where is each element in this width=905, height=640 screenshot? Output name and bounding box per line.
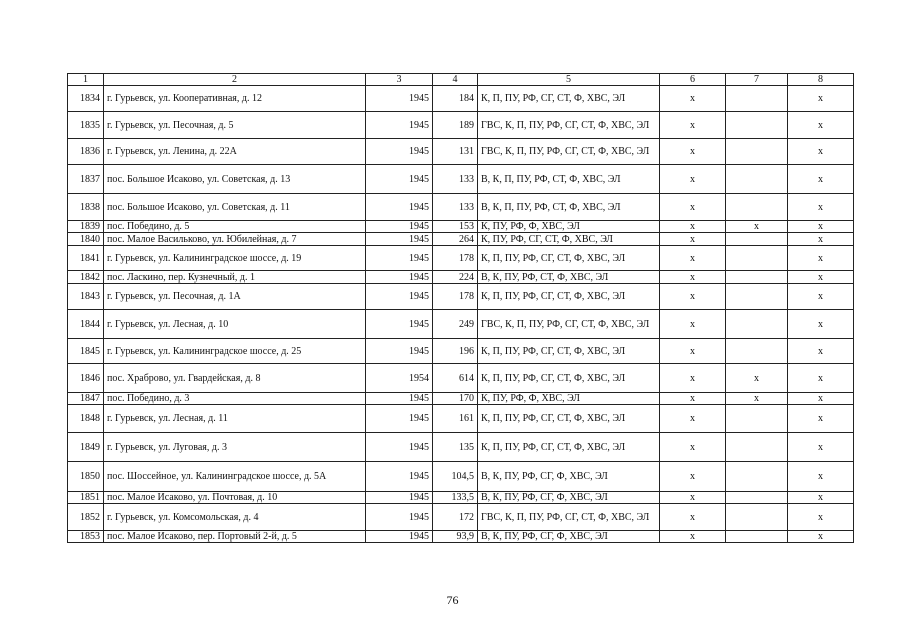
works-list-cell: ГВС, К, П, ПУ, РФ, СГ, СТ, Ф, ХВС, ЭЛ (478, 504, 660, 531)
col8-mark-cell: х (788, 433, 854, 462)
row-number-cell: 1851 (68, 492, 104, 504)
col6-mark-cell: х (660, 112, 726, 139)
row-number-cell: 1842 (68, 271, 104, 284)
col7-mark-cell (726, 271, 788, 284)
table-row (68, 86, 854, 112)
table-row (68, 194, 854, 221)
col6-mark-cell: х (660, 86, 726, 112)
row-number-cell: 1837 (68, 165, 104, 194)
housing-registry-table (67, 73, 854, 543)
column-header: 5 (478, 74, 660, 86)
col6-mark-cell: х (660, 310, 726, 339)
row-number-cell: 1844 (68, 310, 104, 339)
year-cell: 1945 (366, 462, 433, 492)
address-cell: пос. Храброво, ул. Гвардейская, д. 8 (104, 364, 366, 393)
col8-mark-cell: х (788, 504, 854, 531)
col8-mark-cell: х (788, 221, 854, 233)
works-list-cell: К, П, ПУ, РФ, СГ, СТ, Ф, ХВС, ЭЛ (478, 284, 660, 310)
column-header: 4 (433, 74, 478, 86)
year-cell: 1945 (366, 233, 433, 246)
area-cell: 614 (433, 364, 478, 393)
works-list-cell: ГВС, К, П, ПУ, РФ, СГ, СТ, Ф, ХВС, ЭЛ (478, 310, 660, 339)
col8-mark-cell: х (788, 393, 854, 405)
col7-mark-cell (726, 194, 788, 221)
area-cell: 170 (433, 393, 478, 405)
year-cell: 1945 (366, 531, 433, 543)
works-list-cell: ГВС, К, П, ПУ, РФ, СГ, СТ, Ф, ХВС, ЭЛ (478, 139, 660, 165)
table-row (68, 221, 854, 233)
column-header: 3 (366, 74, 433, 86)
year-cell: 1945 (366, 492, 433, 504)
col6-mark-cell: х (660, 531, 726, 543)
row-number-cell: 1841 (68, 246, 104, 271)
col8-mark-cell: х (788, 531, 854, 543)
row-number-cell: 1847 (68, 393, 104, 405)
col6-mark-cell: х (660, 233, 726, 246)
works-list-cell: В, К, ПУ, РФ, СГ, Ф, ХВС, ЭЛ (478, 531, 660, 543)
row-number-cell: 1848 (68, 405, 104, 433)
row-number-cell: 1836 (68, 139, 104, 165)
address-cell: г. Гурьевск, ул. Кооперативная, д. 12 (104, 86, 366, 112)
address-cell: г. Гурьевск, ул. Песочная, д. 1А (104, 284, 366, 310)
address-cell: г. Гурьевск, ул. Песочная, д. 5 (104, 112, 366, 139)
col7-mark-cell: х (726, 364, 788, 393)
year-cell: 1945 (366, 339, 433, 364)
col6-mark-cell: х (660, 139, 726, 165)
col6-mark-cell: х (660, 194, 726, 221)
year-cell: 1945 (366, 405, 433, 433)
year-cell: 1945 (366, 246, 433, 271)
table-row (68, 339, 854, 364)
table-row (68, 531, 854, 543)
area-cell: 224 (433, 271, 478, 284)
col8-mark-cell: х (788, 284, 854, 310)
column-number-header-row (68, 74, 854, 86)
row-number-cell: 1853 (68, 531, 104, 543)
col7-mark-cell (726, 504, 788, 531)
col8-mark-cell: х (788, 86, 854, 112)
works-list-cell: К, ПУ, РФ, Ф, ХВС, ЭЛ (478, 393, 660, 405)
column-header: 1 (68, 74, 104, 86)
address-cell: пос. Малое Исаково, ул. Почтовая, д. 10 (104, 492, 366, 504)
col7-mark-cell (726, 112, 788, 139)
year-cell: 1945 (366, 139, 433, 165)
col6-mark-cell: х (660, 246, 726, 271)
col8-mark-cell: х (788, 194, 854, 221)
column-header: 6 (660, 74, 726, 86)
address-cell: г. Гурьевск, ул. Лесная, д. 10 (104, 310, 366, 339)
table-row (68, 284, 854, 310)
col6-mark-cell: х (660, 221, 726, 233)
works-list-cell: К, П, ПУ, РФ, СГ, СТ, Ф, ХВС, ЭЛ (478, 433, 660, 462)
works-list-cell: В, К, ПУ, РФ, СГ, Ф, ХВС, ЭЛ (478, 492, 660, 504)
col7-mark-cell (726, 139, 788, 165)
col8-mark-cell: х (788, 339, 854, 364)
row-number-cell: 1852 (68, 504, 104, 531)
table-row (68, 492, 854, 504)
col6-mark-cell: х (660, 433, 726, 462)
col8-mark-cell: х (788, 364, 854, 393)
address-cell: г. Гурьевск, ул. Калининградское шоссе, д. 25 (104, 339, 366, 364)
year-cell: 1945 (366, 271, 433, 284)
works-list-cell: К, П, ПУ, РФ, СГ, СТ, Ф, ХВС, ЭЛ (478, 405, 660, 433)
col6-mark-cell: х (660, 492, 726, 504)
year-cell: 1945 (366, 194, 433, 221)
col8-mark-cell: х (788, 492, 854, 504)
col6-mark-cell: х (660, 284, 726, 310)
year-cell: 1945 (366, 86, 433, 112)
table-row (68, 462, 854, 492)
year-cell: 1945 (366, 393, 433, 405)
address-cell: пос. Малое Исаково, пер. Портовый 2-й, д. 5 (104, 531, 366, 543)
col7-mark-cell: х (726, 221, 788, 233)
column-header: 2 (104, 74, 366, 86)
address-cell: г. Гурьевск, ул. Лесная, д. 11 (104, 405, 366, 433)
col6-mark-cell: х (660, 339, 726, 364)
address-cell: г. Гурьевск, ул. Луговая, д. 3 (104, 433, 366, 462)
col8-mark-cell: х (788, 233, 854, 246)
col7-mark-cell (726, 165, 788, 194)
area-cell: 249 (433, 310, 478, 339)
area-cell: 104,5 (433, 462, 478, 492)
area-cell: 135 (433, 433, 478, 462)
table-row (68, 165, 854, 194)
table-row (68, 310, 854, 339)
table-row (68, 233, 854, 246)
col7-mark-cell (726, 233, 788, 246)
area-cell: 172 (433, 504, 478, 531)
works-list-cell: В, К, П, ПУ, РФ, СТ, Ф, ХВС, ЭЛ (478, 194, 660, 221)
address-cell: пос. Ласкино, пер. Кузнечный, д. 1 (104, 271, 366, 284)
area-cell: 184 (433, 86, 478, 112)
col7-mark-cell (726, 339, 788, 364)
col7-mark-cell (726, 246, 788, 271)
area-cell: 133 (433, 194, 478, 221)
table-row (68, 393, 854, 405)
col7-mark-cell (726, 284, 788, 310)
area-cell: 178 (433, 284, 478, 310)
row-number-cell: 1845 (68, 339, 104, 364)
table-row (68, 504, 854, 531)
col6-mark-cell: х (660, 165, 726, 194)
row-number-cell: 1840 (68, 233, 104, 246)
col7-mark-cell (726, 405, 788, 433)
year-cell: 1945 (366, 284, 433, 310)
col6-mark-cell: х (660, 405, 726, 433)
works-list-cell: К, П, ПУ, РФ, СГ, СТ, Ф, ХВС, ЭЛ (478, 364, 660, 393)
col7-mark-cell (726, 462, 788, 492)
col8-mark-cell: х (788, 405, 854, 433)
address-cell: пос. Победино, д. 3 (104, 393, 366, 405)
table-row (68, 112, 854, 139)
works-list-cell: В, К, ПУ, РФ, СТ, Ф, ХВС, ЭЛ (478, 271, 660, 284)
table-row (68, 246, 854, 271)
address-cell: пос. Большое Исаково, ул. Советская, д. 13 (104, 165, 366, 194)
row-number-cell: 1839 (68, 221, 104, 233)
col7-mark-cell (726, 492, 788, 504)
works-list-cell: В, К, П, ПУ, РФ, СТ, Ф, ХВС, ЭЛ (478, 165, 660, 194)
area-cell: 178 (433, 246, 478, 271)
area-cell: 196 (433, 339, 478, 364)
row-number-cell: 1846 (68, 364, 104, 393)
row-number-cell: 1843 (68, 284, 104, 310)
col7-mark-cell: х (726, 393, 788, 405)
address-cell: пос. Малое Васильково, ул. Юбилейная, д. 7 (104, 233, 366, 246)
area-cell: 131 (433, 139, 478, 165)
year-cell: 1945 (366, 112, 433, 139)
col8-mark-cell: х (788, 139, 854, 165)
address-cell: пос. Шоссейное, ул. Калининградское шоссе, д. 5А (104, 462, 366, 492)
table-row (68, 405, 854, 433)
col8-mark-cell: х (788, 271, 854, 284)
col7-mark-cell (726, 531, 788, 543)
col8-mark-cell: х (788, 165, 854, 194)
col8-mark-cell: х (788, 462, 854, 492)
works-list-cell: В, К, ПУ, РФ, СГ, Ф, ХВС, ЭЛ (478, 462, 660, 492)
row-number-cell: 1849 (68, 433, 104, 462)
year-cell: 1945 (366, 221, 433, 233)
row-number-cell: 1834 (68, 86, 104, 112)
row-number-cell: 1850 (68, 462, 104, 492)
works-list-cell: К, ПУ, РФ, СГ, СТ, Ф, ХВС, ЭЛ (478, 233, 660, 246)
area-cell: 133,5 (433, 492, 478, 504)
area-cell: 153 (433, 221, 478, 233)
year-cell: 1954 (366, 364, 433, 393)
col8-mark-cell: х (788, 310, 854, 339)
row-number-cell: 1835 (68, 112, 104, 139)
address-cell: г. Гурьевск, ул. Ленина, д. 22А (104, 139, 366, 165)
works-list-cell: К, П, ПУ, РФ, СГ, СТ, Ф, ХВС, ЭЛ (478, 339, 660, 364)
area-cell: 133 (433, 165, 478, 194)
table-row (68, 433, 854, 462)
col6-mark-cell: х (660, 271, 726, 284)
col7-mark-cell (726, 86, 788, 112)
area-cell: 161 (433, 405, 478, 433)
area-cell: 93,9 (433, 531, 478, 543)
address-cell: пос. Большое Исаково, ул. Советская, д. 11 (104, 194, 366, 221)
area-cell: 264 (433, 233, 478, 246)
column-header: 7 (726, 74, 788, 86)
area-cell: 189 (433, 112, 478, 139)
works-list-cell: ГВС, К, П, ПУ, РФ, СГ, СТ, Ф, ХВС, ЭЛ (478, 112, 660, 139)
year-cell: 1945 (366, 165, 433, 194)
col6-mark-cell: х (660, 364, 726, 393)
col6-mark-cell: х (660, 393, 726, 405)
works-list-cell: К, ПУ, РФ, Ф, ХВС, ЭЛ (478, 221, 660, 233)
works-list-cell: К, П, ПУ, РФ, СГ, СТ, Ф, ХВС, ЭЛ (478, 246, 660, 271)
year-cell: 1945 (366, 310, 433, 339)
table-row (68, 364, 854, 393)
address-cell: г. Гурьевск, ул. Калининградское шоссе, д. 19 (104, 246, 366, 271)
col8-mark-cell: х (788, 246, 854, 271)
col6-mark-cell: х (660, 462, 726, 492)
year-cell: 1945 (366, 433, 433, 462)
col7-mark-cell (726, 433, 788, 462)
column-header: 8 (788, 74, 854, 86)
col7-mark-cell (726, 310, 788, 339)
col8-mark-cell: х (788, 112, 854, 139)
year-cell: 1945 (366, 504, 433, 531)
table-row (68, 271, 854, 284)
address-cell: г. Гурьевск, ул. Комсомольская, д. 4 (104, 504, 366, 531)
page-number: 76 (446, 593, 459, 607)
address-cell: пос. Победино, д. 5 (104, 221, 366, 233)
works-list-cell: К, П, ПУ, РФ, СГ, СТ, Ф, ХВС, ЭЛ (478, 86, 660, 112)
row-number-cell: 1838 (68, 194, 104, 221)
table-row (68, 139, 854, 165)
col6-mark-cell: х (660, 504, 726, 531)
